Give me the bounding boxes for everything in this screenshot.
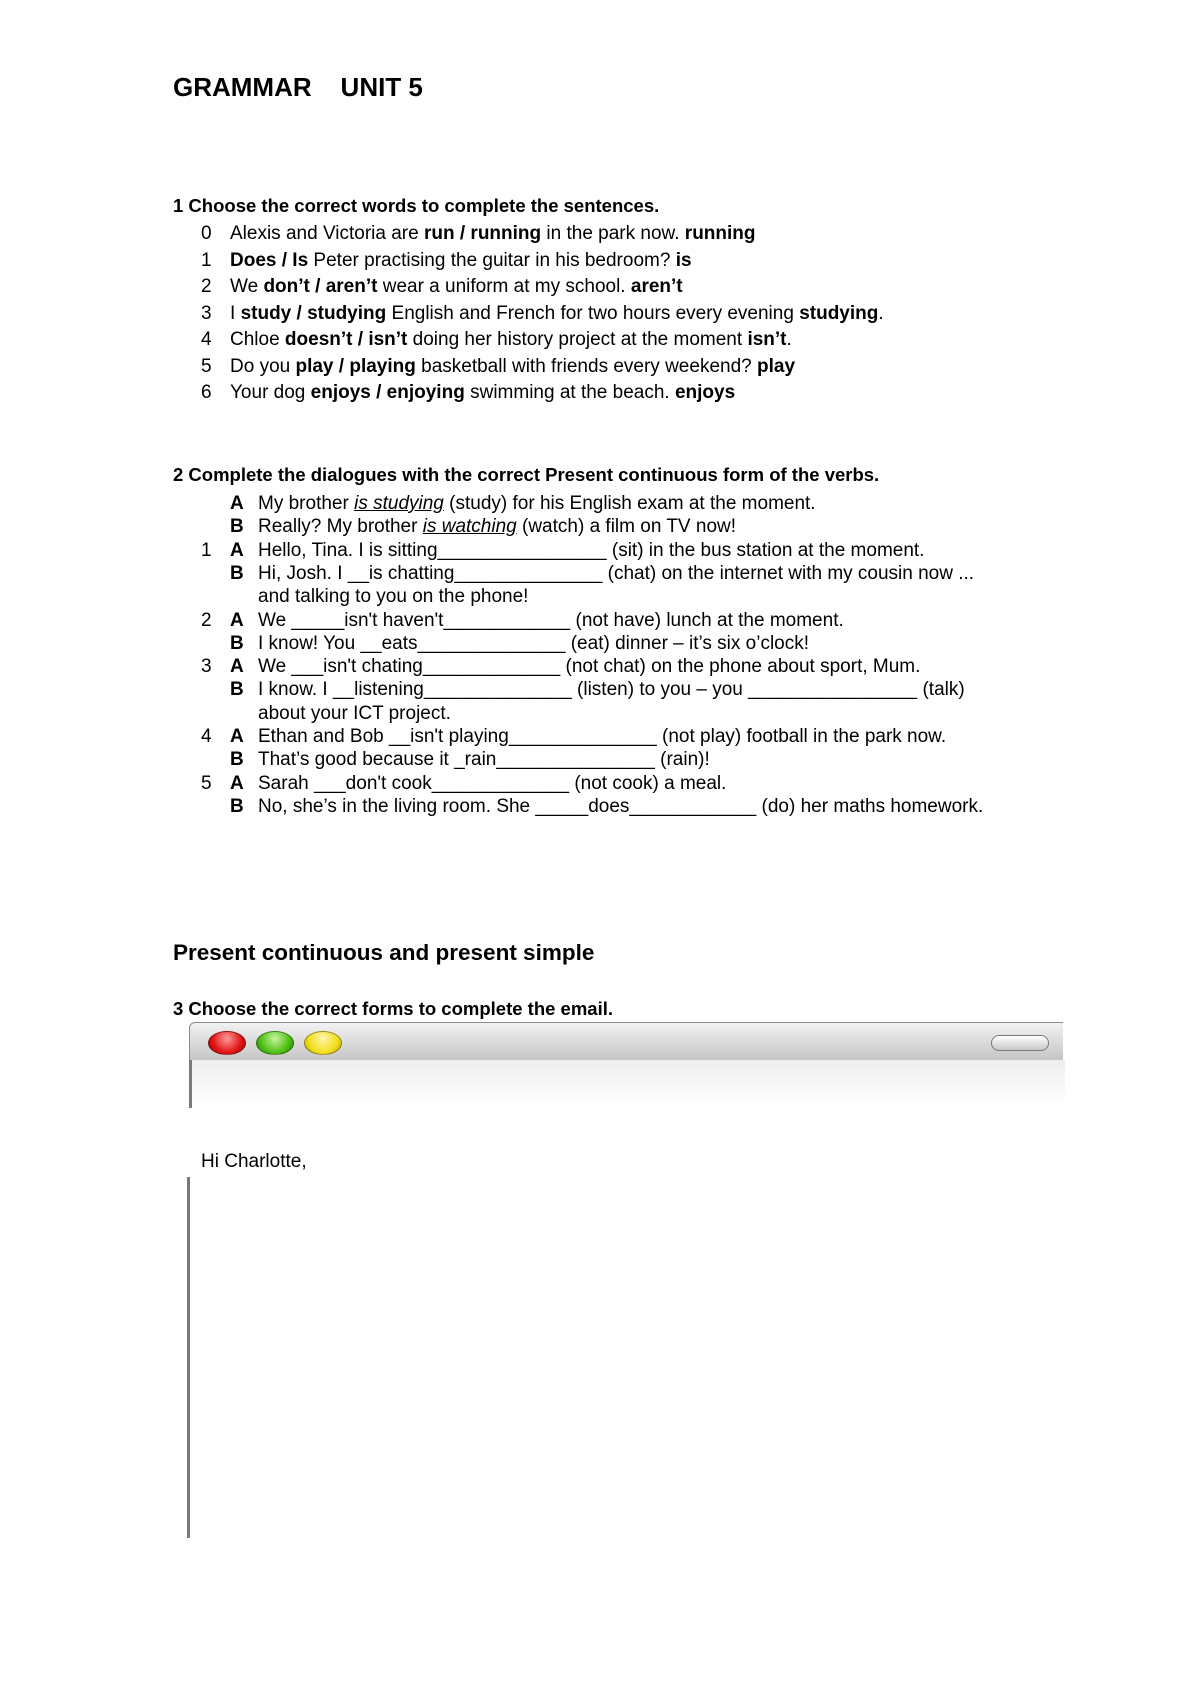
answer: play <box>757 355 796 377</box>
dialogue-text: and talking to you on the phone! <box>258 586 529 608</box>
dialogue-text: That’s good because it _rain_______________ (rain)! <box>258 749 710 771</box>
word-options: run / running <box>423 223 542 244</box>
sentence-start: Your dog <box>230 382 311 403</box>
email-greeting: Hi Charlotte, <box>201 1151 307 1172</box>
exercise-1-heading: 1 Choose the correct words to complete the sentences. <box>173 195 660 216</box>
word-options: study / studying <box>240 302 387 324</box>
item-sentence <box>230 355 795 379</box>
sentence-start: Alexis and Victoria are <box>230 223 424 244</box>
sentence-start: Do you <box>230 355 296 377</box>
item-number: 2 <box>201 609 212 631</box>
dialogue-text: We _____isn't haven't____________ (not have) lunch at the moment. <box>258 609 844 631</box>
sentence-end: . <box>786 329 792 350</box>
answer: is <box>675 249 692 271</box>
dialogue-text: We ___isn't chating_____________ (not chat) on the phone about sport, Mum. <box>258 656 921 678</box>
item-number: 6 <box>201 382 212 403</box>
item-number: 0 <box>201 223 212 244</box>
speaker-label: B <box>230 632 244 654</box>
example-answer: is watching <box>422 516 517 538</box>
word-options: doesn’t / isn’t <box>284 329 408 350</box>
speaker-label: A <box>230 656 244 678</box>
item-sentence <box>230 249 692 273</box>
sentence-rest: in the park now. <box>541 223 685 244</box>
dialogue-text: Hello, Tina. I is sitting________________ (sit) in the bus station at the moment. <box>258 539 925 561</box>
word-options: play / playing <box>295 355 416 377</box>
text-rest: (study) for his English exam at the moment. <box>443 493 816 514</box>
text-rest: (watch) a film on TV now! <box>516 516 737 538</box>
answer: aren’t <box>630 276 683 297</box>
speaker-label: A <box>230 772 244 794</box>
dialogue-text: No, she’s in the living room. She _____does____________ (do) her maths homework. <box>258 795 984 817</box>
sentence-rest: English and French for two hours every evening <box>386 302 800 324</box>
answer: studying <box>799 302 879 324</box>
item-sentence <box>230 302 884 326</box>
exercise-3-heading: 3 Choose the correct forms to complete the email. <box>173 998 613 1019</box>
section-title: Present continuous and present simple <box>173 940 595 965</box>
item-number: 4 <box>201 329 212 350</box>
page-title: GRAMMAR UNIT 5 <box>173 72 423 102</box>
dialogue-text <box>258 515 736 539</box>
dialogue-text: Ethan and Bob __isn't playing______________ (not play) football in the park now. <box>258 726 947 747</box>
word-options: Does / Is <box>230 249 309 271</box>
minimize-button[interactable] <box>256 1031 294 1055</box>
text-start: Really? My brother <box>258 516 423 538</box>
item-sentence <box>230 222 756 246</box>
item-number: 1 <box>201 249 212 271</box>
toolbar-toggle-button[interactable] <box>991 1035 1049 1051</box>
speaker-label: B <box>230 679 244 701</box>
item-number: 1 <box>201 539 212 561</box>
email-body-border <box>187 1177 190 1538</box>
speaker-label: A <box>230 539 244 561</box>
sentence-start: Chloe <box>230 329 285 350</box>
item-number: 5 <box>201 355 212 377</box>
close-button[interactable] <box>208 1031 246 1055</box>
item-number: 3 <box>201 656 212 678</box>
dialogue-text: Sarah ___don't cook_____________ (not cook) a meal. <box>258 772 727 794</box>
item-number: 2 <box>201 276 212 297</box>
zoom-button[interactable] <box>304 1031 342 1055</box>
item-number: 4 <box>201 726 212 747</box>
sentence-rest: basketball with friends every weekend? <box>415 355 757 377</box>
sentence-rest: Peter practising the guitar in his bedroom? <box>308 249 676 271</box>
sentence-end: . <box>878 302 884 324</box>
email-window-titlebar <box>189 1022 1063 1061</box>
speaker-label: A <box>230 726 244 747</box>
dialogue-text: Hi, Josh. I __is chatting______________ (chat) on the internet with my cousin now ... <box>258 562 975 584</box>
speaker-label: B <box>230 749 244 771</box>
speaker-label: A <box>230 609 244 631</box>
answer: enjoys <box>674 382 736 403</box>
sentence-start: I <box>230 302 241 324</box>
dialogue-text <box>258 492 816 516</box>
dialogue-text: about your ICT project. <box>258 702 451 724</box>
dialogue-text: I know! You __eats______________ (eat) dinner – it’s six o’clock! <box>258 632 810 654</box>
word-options: don’t / aren’t <box>263 276 378 297</box>
sentence-rest: swimming at the beach. <box>464 382 675 403</box>
sentence-rest: wear a uniform at my school. <box>377 276 631 297</box>
text-start: My brother <box>258 493 355 514</box>
sentence-start: We <box>230 276 264 297</box>
sentence-rest: doing her history project at the moment <box>407 329 748 350</box>
answer: isn’t <box>747 329 787 350</box>
item-sentence <box>230 381 735 405</box>
email-toolbar-area <box>189 1060 1065 1108</box>
email-window <box>189 1022 1062 1108</box>
dialogue-text: I know. I __listening______________ (listen) to you – you ________________ (talk) <box>258 679 965 701</box>
item-sentence <box>230 328 792 352</box>
item-number: 5 <box>201 772 212 794</box>
speaker-label: B <box>230 562 244 584</box>
answer: running <box>684 223 756 244</box>
speaker-label: B <box>230 516 244 538</box>
speaker-label: A <box>230 493 244 514</box>
example-answer: is studying <box>354 493 444 514</box>
item-number: 3 <box>201 302 212 324</box>
exercise-2-heading: 2 Complete the dialogues with the correct Present continuous form of the verbs. <box>173 464 880 485</box>
word-options: enjoys / enjoying <box>310 382 465 403</box>
item-sentence <box>230 275 683 299</box>
speaker-label: B <box>230 795 244 817</box>
